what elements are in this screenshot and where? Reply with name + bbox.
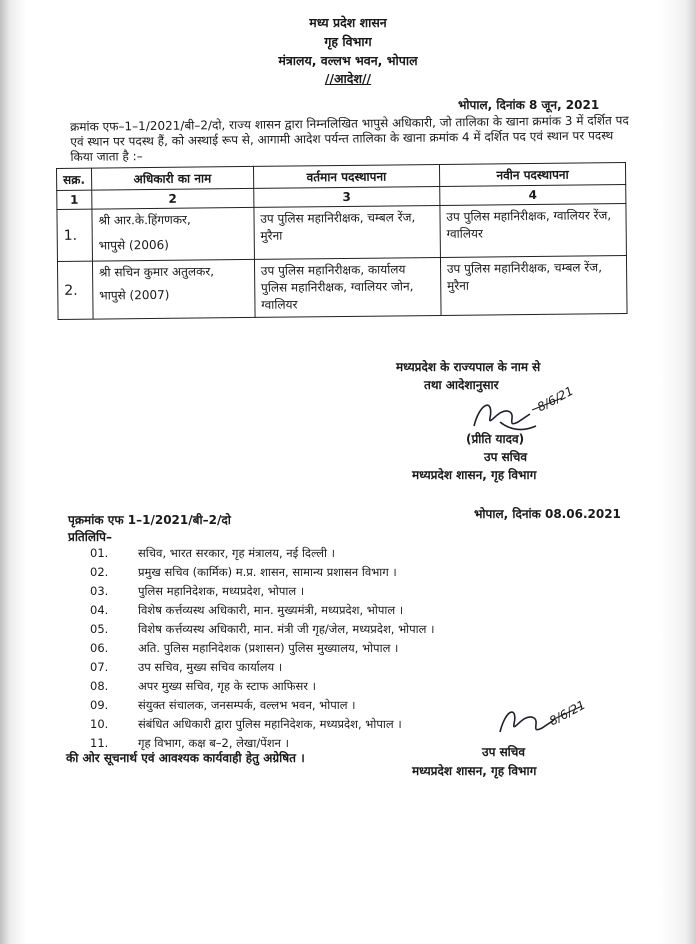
list-number: 08. <box>90 679 109 693</box>
new-posting: उप पुलिस महानिरीक्षक, चम्बल रेंज, मुरैना <box>440 256 627 316</box>
order-authority-line: तथा आदेशानुसार <box>424 378 499 392</box>
list-number: 09. <box>90 698 109 712</box>
officer-name: श्री सचिन कुमार अतुलकर, <box>98 264 215 280</box>
table-row <box>57 256 627 320</box>
order-date: भोपाल, दिनांक 8 जून, 2021 <box>458 98 600 112</box>
col-header-new: नवीन पदस्थापना <box>439 163 625 187</box>
current-posting: उप पुलिस महानिरीक्षक, चम्बल रेंज, मुरैना <box>254 205 441 259</box>
list-text: संबंधित अधिकारी द्वारा पुलिस महानिदेशक, मध्यप्रदेश, भोपाल । <box>138 717 402 731</box>
endorsement-date: भोपाल, दिनांक 08.06.2021 <box>474 507 621 521</box>
signatory-department: मध्यप्रदेश शासन, गृह विभाग <box>412 468 537 482</box>
list-number: 01. <box>90 546 109 560</box>
list-number: 04. <box>90 603 109 617</box>
list-number: 10. <box>90 717 109 731</box>
list-text: गृह विभाग, कक्ष ब–2, लेखा/पेंशन । <box>138 736 289 750</box>
officer-cell <box>92 207 254 261</box>
transfer-table <box>56 162 628 320</box>
current-posting: उप पुलिस महानिरीक्षक, कार्यालय पुलिस महानिरीक्षक, ग्वालियर जोन, ग्वालियर <box>254 257 441 317</box>
list-number: 11. <box>90 736 109 750</box>
row-serial: 1. <box>57 209 92 261</box>
col-header-current: वर्तमान पदस्थापना <box>253 164 439 188</box>
list-text: उप सचिव, मुख्य सचिव कार्यालय । <box>138 660 283 674</box>
list-number: 02. <box>90 565 109 579</box>
col-header-sn: सक्र. <box>57 168 92 190</box>
col-number: 2 <box>92 188 254 209</box>
new-posting: उप पुलिस महानिरीक्षक, ग्वालियर रेंज, ग्वालियर <box>440 204 627 258</box>
list-text: अपर मुख्य सचिव, गृह के स्टाफ आफिसर । <box>138 679 316 693</box>
list-text: प्रमुख सचिव (कार्मिक) म.प्र. शासन, सामान्य प्रशासन विभाग । <box>138 565 397 579</box>
officer-service: भापुसे (2006) <box>98 237 169 253</box>
officer-name: श्री आर.के.हिंगणकर, <box>98 212 191 228</box>
officer-cell <box>92 259 254 319</box>
governor-authority-line: मध्यप्रदेश के राज्यपाल के नाम से <box>396 360 541 374</box>
list-text: संयुक्त संचालक, जनसम्पर्क, वल्लभ भवन, भोपाल । <box>138 698 356 712</box>
list-text: पुलिस महानिदेशक, मध्यप्रदेश, भोपाल । <box>138 584 305 598</box>
list-text: अति. पुलिस महानिदेशक (प्रशासन) पुलिस मुख्यालय, भोपाल । <box>138 641 399 655</box>
signatory-designation: उप सचिव <box>482 745 526 759</box>
signatory-designation: उप सचिव <box>484 450 528 464</box>
officer-service: भापुसे (2007) <box>99 287 170 303</box>
office-address: मंत्रालय, वल्लभ भवन, भोपाल <box>278 53 418 68</box>
col-number: 3 <box>253 186 439 207</box>
list-number: 06. <box>90 641 109 655</box>
order-title: //आदेश// <box>324 71 372 86</box>
col-number: 1 <box>57 190 92 209</box>
col-header-name: अधिकारी का नाम <box>91 166 253 190</box>
row-serial: 2. <box>57 261 92 319</box>
copy-to-label: प्रतिलिपि– <box>68 530 112 544</box>
signature-date: 8/6/21 <box>534 383 576 415</box>
forwarding-note: की ओर सूचनार्थ एवं आवश्यक कार्यवाही हेतु अग्रेषित । <box>66 751 305 765</box>
list-number: 05. <box>90 622 109 636</box>
list-number: 07. <box>90 660 109 674</box>
table-row <box>57 204 627 262</box>
list-number: 03. <box>90 584 109 598</box>
order-paragraph: क्रमांक एफ–1–1/2021/बी–2/दो, राज्य शासन द्वारा निम्नलिखित भापुसे अधिकारी, जो तालिका के खाना क्रमांक 3 में दर्शित पद एवं स्थान पर पदस्थ हैं, को अस्थाई रूप से, आगामी आदेश पर्यन्त तालिका के खाना क्रमांक 4 में दर्शित पद एवं स्थान पर पदस्थ किया जाता है :– <box>70 113 629 164</box>
signature-date: 8/6/21 <box>546 697 588 729</box>
list-text: सचिव, भारत सरकार, गृह मंत्रालय, नई दिल्ली । <box>138 546 336 560</box>
endorsement-number: पृक्रमांक एफ 1–1/2021/बी–2/दो <box>68 513 231 527</box>
signatory-name: (प्रीति यादव) <box>466 432 525 446</box>
list-text: विशेष कर्त्तव्यस्थ अधिकारी, मान. मुख्यमंत्री, मध्यप्रदेश, भोपाल । <box>138 603 404 617</box>
signatory-department: मध्यप्रदेश शासन, गृह विभाग <box>412 764 537 778</box>
col-number: 4 <box>440 185 626 206</box>
government-name: मध्य प्रदेश शासन <box>309 15 387 30</box>
department-name: गृह विभाग <box>324 34 372 49</box>
list-text: विशेष कर्त्तव्यस्थ अधिकारी, मान. मंत्री जी गृह/जेल, मध्यप्रदेश, भोपाल । <box>138 622 435 636</box>
